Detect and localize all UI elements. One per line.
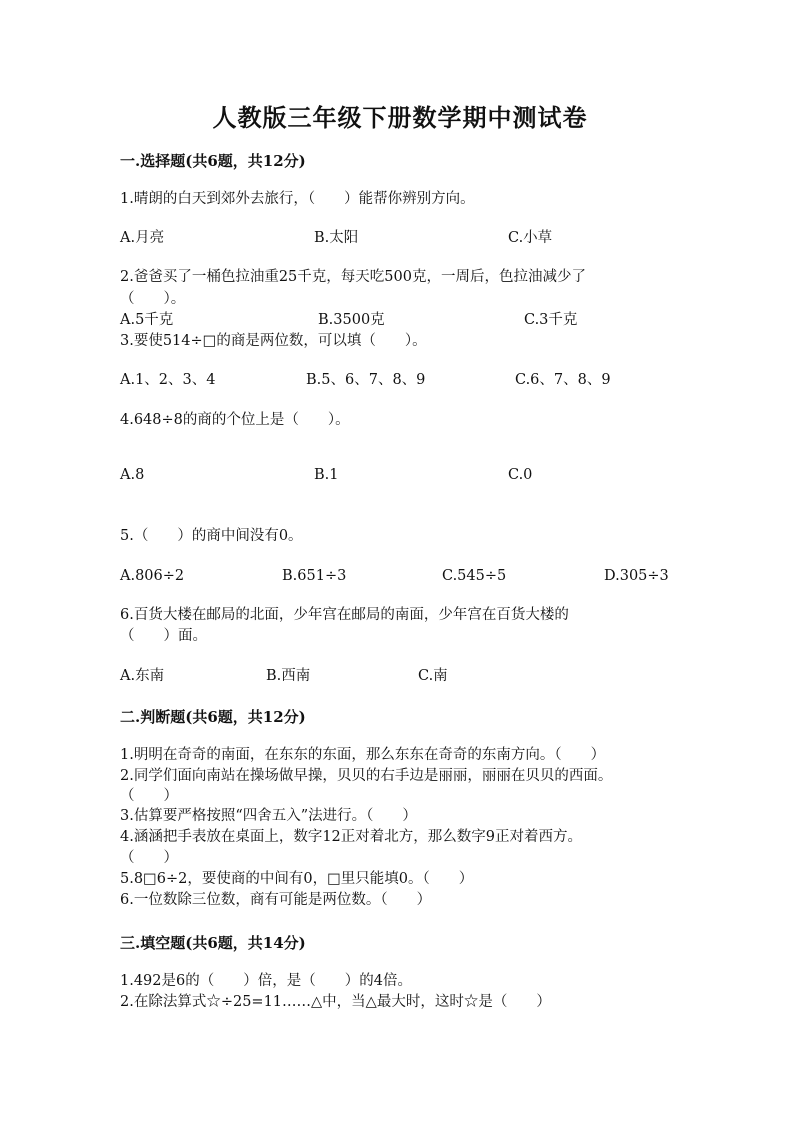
option-a: A.806÷2 xyxy=(120,568,185,584)
section-heading-choice: 一.选择题(共6题，共12分) xyxy=(120,152,306,170)
option-c: C.545÷5 xyxy=(442,568,507,584)
option-c: C.3千克 xyxy=(524,312,578,328)
option-a: A.8 xyxy=(120,467,145,483)
judge-question-continued: （ ） xyxy=(120,788,178,804)
question-stem: 1.晴朗的白天到郊外去旅行，（ ）能帮你辨别方向。 xyxy=(120,191,475,207)
option-b: B.3500克 xyxy=(318,312,385,328)
question-stem-continued: （ ）面。 xyxy=(120,628,207,644)
question-stem: 2.爸爸买了一桶色拉油重25千克，每天吃500克，一周后，色拉油减少了 xyxy=(120,269,586,285)
option-d: D.305÷3 xyxy=(604,568,669,584)
question-stem-continued: （ ）。 xyxy=(120,291,186,307)
judge-question: 4.涵涵把手表放在桌面上，数字12正对着北方，那么数字9正对着西方。 xyxy=(120,829,583,845)
judge-question: 2.同学们面向南站在操场做早操，贝贝的右手边是丽丽，丽丽在贝贝的西面。 xyxy=(120,768,613,784)
judge-question: 3.估算要严格按照“四舍五入”法进行。（ ） xyxy=(120,808,417,824)
section-heading-fill: 三.填空题(共6题，共14分) xyxy=(120,934,306,952)
option-c: C.6、7、8、9 xyxy=(515,372,611,388)
option-b: B.太阳 xyxy=(314,230,359,246)
judge-question: 6.一位数除三位数，商有可能是两位数。（ ） xyxy=(120,892,432,908)
option-c: C.南 xyxy=(418,668,448,684)
option-b: B.651÷3 xyxy=(282,568,347,584)
page-title: 人教版三年级下册数学期中测试卷 xyxy=(212,103,588,132)
option-a: A.月亮 xyxy=(120,230,165,246)
judge-question: 5.8□6÷2，要使商的中间有0，□里只能填0。（ ） xyxy=(120,871,474,887)
judge-question: 1.明明在奇奇的南面，在东东的东面，那么东东在奇奇的东南方向。（ ） xyxy=(120,747,606,763)
option-a: A.5千克 xyxy=(120,312,174,328)
option-a: A.1、2、3、4 xyxy=(120,372,216,388)
option-c: C.小草 xyxy=(508,230,553,246)
question-stem: 4.648÷8的商的个位上是（ ）。 xyxy=(120,412,350,428)
question-stem: 5.（ ）的商中间没有0。 xyxy=(120,528,303,544)
option-a: A.东南 xyxy=(120,668,165,684)
option-b: B.西南 xyxy=(266,668,311,684)
option-b: B.5、6、7、8、9 xyxy=(306,372,426,388)
judge-question-continued: （ ） xyxy=(120,850,178,866)
section-heading-judge: 二.判断题(共6题，共12分) xyxy=(120,708,306,726)
fill-question: 1.492是6的（ ）倍，是（ ）的4倍。 xyxy=(120,973,412,989)
option-c: C.0 xyxy=(508,467,533,483)
question-stem: 6.百货大楼在邮局的北面，少年宫在邮局的南面，少年宫在百货大楼的 xyxy=(120,607,569,623)
option-b: B.1 xyxy=(314,467,339,483)
fill-question: 2.在除法算式☆÷25=11……△中，当△最大时，这时☆是（ ） xyxy=(120,994,551,1010)
question-stem: 3.要使514÷□的商是两位数，可以填（ ）。 xyxy=(120,333,427,349)
